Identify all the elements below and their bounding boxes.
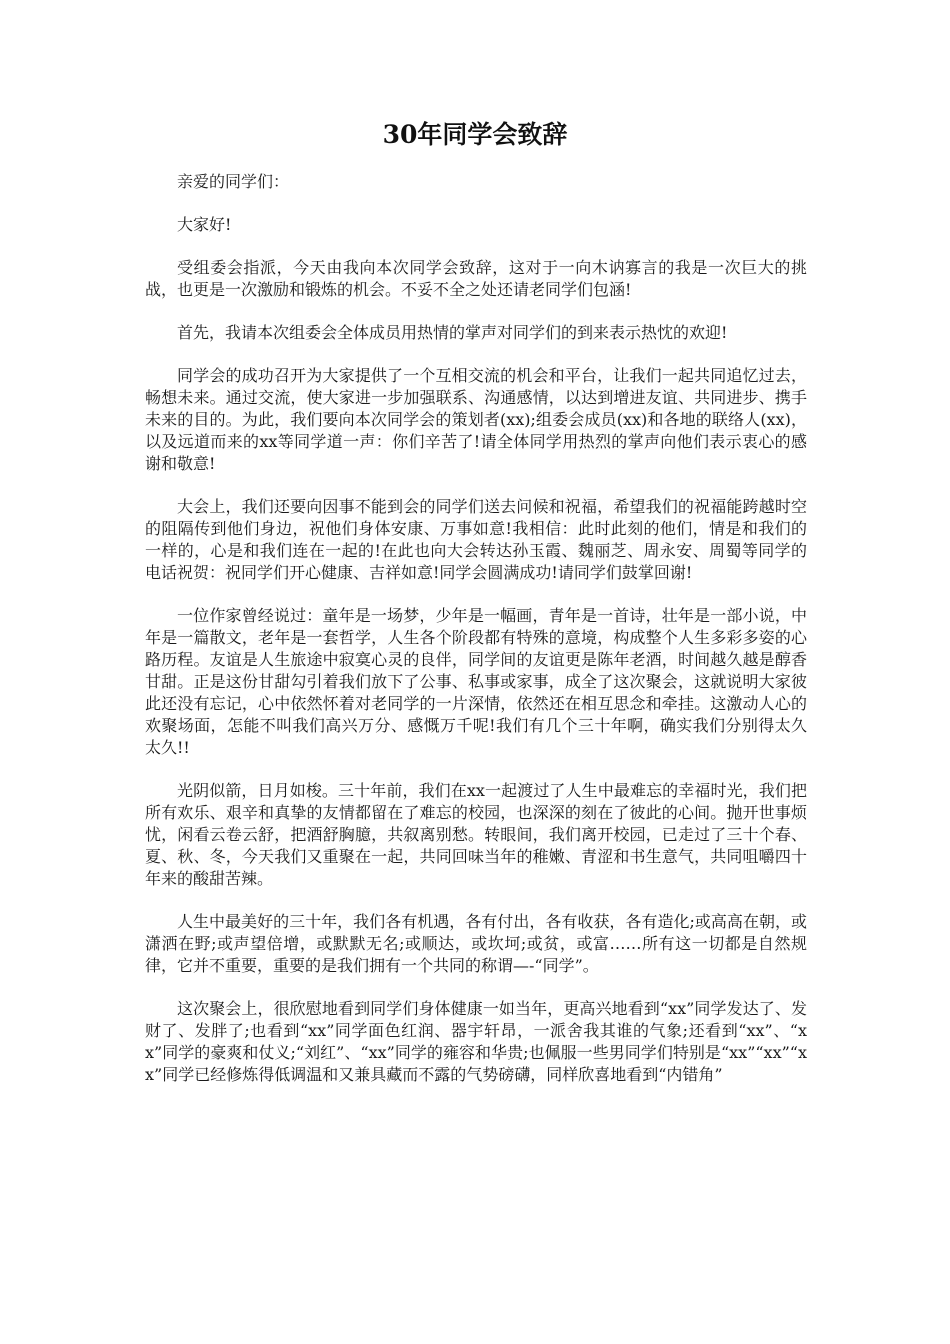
salutation: 亲爱的同学们： <box>177 172 290 191</box>
paragraph: 大会上，我们还要向因事不能到会的同学们送去问候和祝福，希望我们的祝福能跨越时空的阻隔传到他们身边，祝他们身体安康、万事如意!我相信：此时此刻的他们，情是和我们的一样的，心是和我们连在一起的!在此也向大会转达孙玉霞、魏丽芝、周永安、周蜀等同学的电话祝贺：祝同学们开心健康、吉祥如意!同学会圆满成功!请同学们鼓掌回谢! <box>145 497 807 582</box>
paragraph: 同学会的成功召开为大家提供了一个互相交流的机会和平台，让我们一起共同追忆过去，畅想未来。通过交流，使大家进一步加强联系、沟通感情，以达到增进友谊、共同进步、携手未来的目的。为此，我们要向本次同学会的策划者(xx);组委会成员(xx)和各地的联络人(xx)，以及远道而来的xx等同学道一声：你们辛苦了!请全体同学用热烈的掌声向他们表示衷心的感谢和敬意! <box>145 366 807 473</box>
paragraph: 受组委会指派，今天由我向本次同学会致辞，这对于一向木讷寡言的我是一次巨大的挑战，也更是一次激励和锻炼的机会。不妥不全之处还请老同学们包涵! <box>145 258 807 299</box>
paragraph: 光阴似箭，日月如梭。三十年前，我们在xx一起渡过了人生中最难忘的幸福时光，我们把所有欢乐、艰辛和真挚的友情都留在了难忘的校园，也深深的刻在了彼此的心间。抛开世事烦忧，闲看云卷云舒，把酒舒胸臆，共叙离别愁。转眼间，我们离开校园，已走过了三十个春、夏、秋、冬，今天我们又重聚在一起，共同回味当年的稚嫩、青涩和书生意气，共同咀嚼四十年来的酸甜苦辣。 <box>145 781 807 888</box>
paragraph: 首先，我请本次组委会全体成员用热情的掌声对同学们的到来表示热忱的欢迎! <box>177 323 728 342</box>
document-title: 30年同学会致辞 <box>382 120 568 149</box>
paragraph: 一位作家曾经说过：童年是一场梦，少年是一幅画，青年是一首诗，壮年是一部小说，中年是一篇散文，老年是一套哲学，人生各个阶段都有特殊的意境，构成整个人生多彩多姿的心路历程。友谊是人生旅途中寂寞心灵的良伴，同学间的友谊更是陈年老酒，时间越久越是醇香甘甜。正是这份甘甜勾引着我们放下了公事、私事或家事，成全了这次聚会，这就说明大家彼此还没有忘记，心中依然怀着对老同学的一片深情，依然还在相互思念和牵挂。这激动人心的欢聚场面，怎能不叫我们高兴万分、感慨万千呢!我们有几个三十年啊，确实我们分别得太久太久!! <box>145 606 807 757</box>
greeting: 大家好! <box>177 215 232 234</box>
paragraph: 人生中最美好的三十年，我们各有机遇，各有付出，各有收获，各有造化;或高高在朝，或潇洒在野;或声望倍增，或默默无名;或顺达，或坎坷;或贫，或富……所有这一切都是自然规律，它并不重要，重要的是我们拥有一个共同的称谓—-“同学”。 <box>145 912 807 975</box>
paragraph: 这次聚会上，很欣慰地看到同学们身体健康一如当年，更高兴地看到“xx”同学发达了、发财了、发胖了;也看到“xx”同学面色红润、器宇轩昂，一派舍我其谁的气象;还看到“xx”、“xx”同学的豪爽和仗义;“刘红”、“xx”同学的雍容和华贵;也佩服一些男同学们特别是“xx”“xx”“xx”同学已经修炼得低调温和又兼具藏而不露的气势磅礴，同样欣喜地看到“内错角” <box>145 999 807 1084</box>
document-body <box>145 171 807 1086</box>
